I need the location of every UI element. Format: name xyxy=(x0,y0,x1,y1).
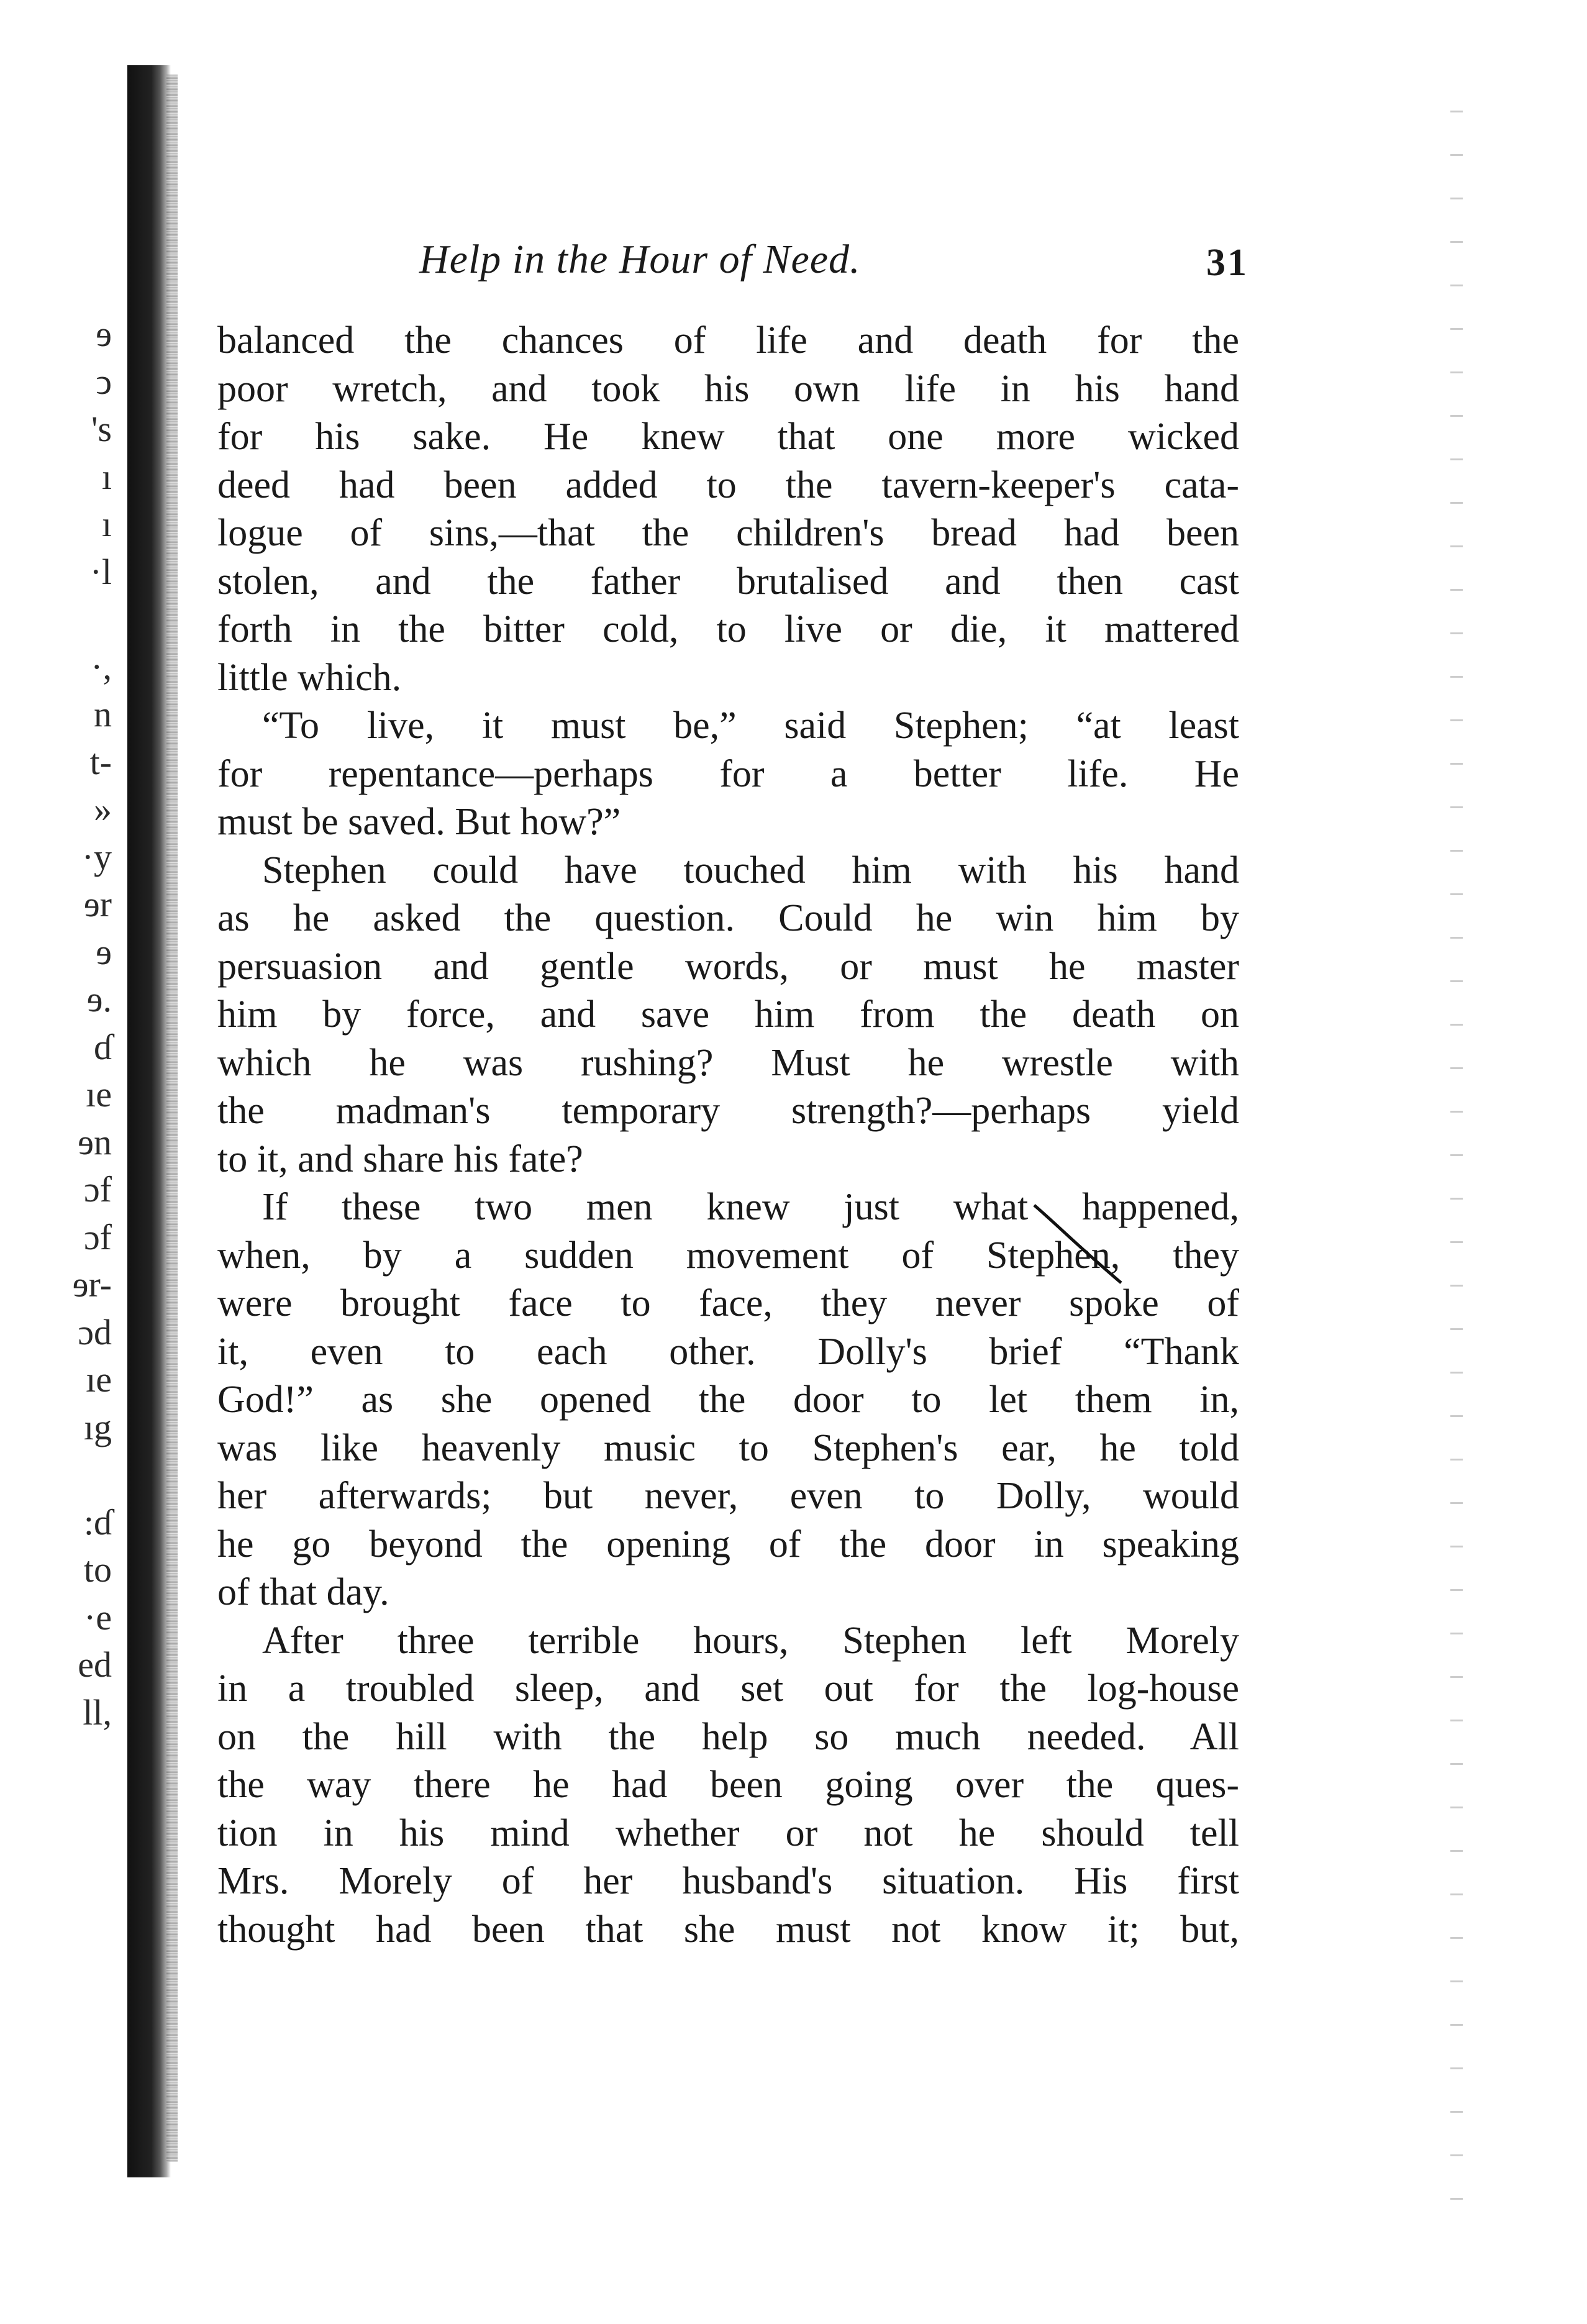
bleed-glyph xyxy=(37,1451,112,1499)
bleed-glyph: ɘr- xyxy=(72,1264,112,1305)
text-line: balanced the chances of life and death for the xyxy=(217,319,1239,362)
text-line: for his sake. He knew that one more wicked xyxy=(217,416,1239,458)
bleed-glyph: ɘ xyxy=(96,314,112,354)
bleed-glyph: ll, xyxy=(83,1692,112,1733)
text-line: her afterwards; but never, even to Dolly, would xyxy=(217,1475,1239,1517)
text-line: little which. xyxy=(217,656,402,699)
facing-page-bleed-through xyxy=(37,311,112,1736)
paragraph xyxy=(217,1617,1239,1954)
text-line: thought had been that she must not know it; but, xyxy=(217,1908,1239,1951)
text-line: If these two men knew just what happened, xyxy=(262,1186,1239,1228)
bleed-glyph: n xyxy=(94,694,112,734)
body-text xyxy=(217,317,1239,1954)
text-line: deed had been added to the tavern-keeper's cata- xyxy=(217,463,1239,506)
text-line: God!” as she opened the door to let them in, xyxy=(217,1378,1239,1421)
text-line: for repentance—perhaps for a better life. He xyxy=(217,752,1239,795)
page-header xyxy=(217,236,1248,292)
text-line: forth in the bitter cold, to live or die, it mattered xyxy=(217,608,1239,650)
bleed-glyph: ɘn xyxy=(78,1121,112,1162)
bleed-glyph: ·y xyxy=(81,836,112,877)
bleed-glyph: ıe xyxy=(86,1359,112,1400)
binding-gutter xyxy=(127,65,171,2177)
paragraph xyxy=(217,702,1239,847)
text-line: must be saved. But how?” xyxy=(217,801,621,843)
text-line: of that day. xyxy=(217,1571,389,1613)
text-line: was like heavenly music to Stephen's ear, he told xyxy=(217,1426,1239,1469)
text-line: the madman's temporary strength?—perhaps yield xyxy=(217,1090,1239,1132)
bleed-glyph: 's xyxy=(91,409,112,449)
text-line: it, even to each other. Dolly's brief “Thank xyxy=(217,1330,1239,1373)
bleed-glyph: ı xyxy=(101,504,112,544)
bleed-glyph: ɘr xyxy=(83,884,112,924)
bleed-glyph: ɗ xyxy=(94,1026,112,1067)
text-line: “To live, it must be,” said Stephen; “at least xyxy=(262,704,1239,747)
text-line: he go beyond the opening of the door in speaking xyxy=(217,1523,1239,1565)
text-line: stolen, and the father brutalised and then cast xyxy=(217,560,1239,603)
bleed-glyph: :ɗ xyxy=(83,1501,112,1542)
text-line: logue of sins,—that the children's bread had been xyxy=(217,512,1239,554)
text-line: to it, and share his fate? xyxy=(217,1137,583,1180)
bleed-glyph: ɔf xyxy=(83,1216,112,1257)
bleed-glyph: ıg xyxy=(83,1406,112,1447)
page-number: 31 xyxy=(1206,242,1248,284)
bleed-glyph: ɔf xyxy=(83,1169,112,1210)
text-line: After three terrible hours, Stephen left Morely xyxy=(262,1619,1239,1662)
text-line: poor wretch, and took his own life in his hand xyxy=(217,367,1239,410)
bleed-glyph: to xyxy=(83,1549,112,1590)
text-line: the way there he had been going over the ques- xyxy=(217,1764,1239,1806)
text-line: when, by a sudden movement of Stephen, they xyxy=(217,1234,1239,1277)
page-edge-speckle xyxy=(1450,87,1463,2230)
bleed-glyph xyxy=(37,596,112,644)
bleed-glyph: ɘ. xyxy=(86,979,112,1019)
paragraph xyxy=(217,317,1239,702)
bleed-glyph: ıe xyxy=(86,1074,112,1114)
text-line: Stephen could have touched him with his hand xyxy=(262,849,1239,891)
paragraph xyxy=(217,847,1239,1184)
text-line: in a troubled sleep, and set out for the log-house xyxy=(217,1667,1239,1710)
bleed-glyph: » xyxy=(94,789,112,829)
pen-mark xyxy=(1031,1199,1124,1292)
bleed-glyph: ed xyxy=(78,1644,112,1685)
text-line: him by force, and save him from the death on xyxy=(217,993,1239,1036)
bleed-glyph: ↄ xyxy=(96,361,112,402)
bleed-glyph: ·, xyxy=(91,646,112,687)
bleed-glyph: ı xyxy=(101,456,112,497)
text-line: on the hill with the help so much needed. All xyxy=(217,1715,1239,1758)
bleed-glyph: ɔd xyxy=(78,1311,112,1352)
bleed-glyph: ɘ xyxy=(96,931,112,972)
bleed-glyph: ·e xyxy=(83,1597,112,1638)
running-title: Help in the Hour of Need. xyxy=(419,237,861,282)
text-line: persuasion and gentle words, or must he master xyxy=(217,945,1239,988)
text-line: were brought face to face, they never spoke of xyxy=(217,1282,1239,1324)
text-line: which he was rushing? Must he wrestle with xyxy=(217,1041,1239,1084)
bleed-glyph: t- xyxy=(89,741,112,782)
binding-edge xyxy=(166,75,178,2162)
text-line: as he asked the question. Could he win him by xyxy=(217,897,1239,939)
bleed-glyph: ·l xyxy=(89,551,112,592)
text-line: Mrs. Morely of her husband's situation. His first xyxy=(217,1860,1239,1902)
text-line: tion in his mind whether or not he should tell xyxy=(217,1811,1239,1854)
